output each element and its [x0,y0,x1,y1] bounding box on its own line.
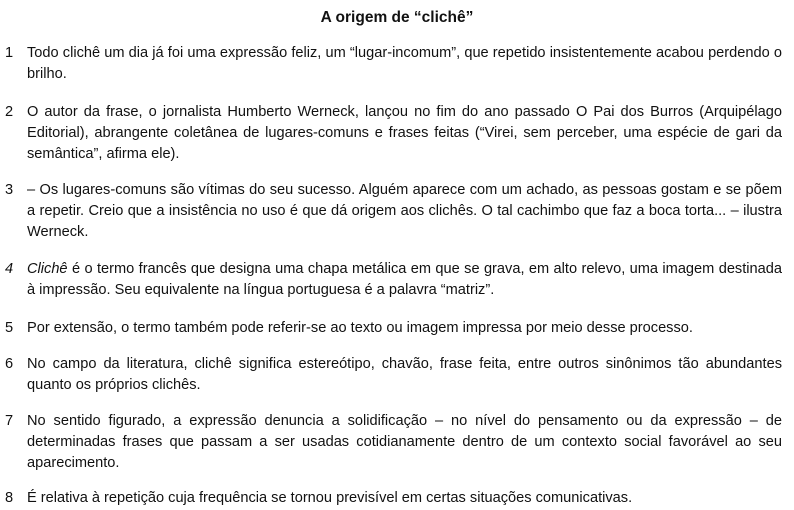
paragraph-text: Todo clichê um dia já foi uma expressão feliz, um “lugar-incomum”, que repetido insistentemente acabou perdendo o brilho. [27,45,782,82]
paragraph-2 [0,102,782,165]
document-title: A origem de “clichê” [320,9,474,26]
paragraph-text: O autor da frase, o jornalista Humberto Werneck, lançou no fim do ano passado O Pai dos Burros (Arquipélago Editorial), abrangente coletânea de lugares-comuns e frases feitas (“Virei, sem perceber, uma espécie de gari da semântica”, afirma ele). [27,104,782,162]
paragraph-number: 6 [5,356,14,372]
paragraph-text: É relativa à repetição cuja frequência se tornou previsível em certas situações comunicativas. [27,490,633,506]
paragraph-number: 7 [5,413,14,429]
paragraph-text: No sentido figurado, a expressão denuncia a solidificação – no nível do pensamento ou da expressão – de determinadas frases que passam a ser usadas cotidianamente dentro de um contexto social favorável ao seu aparecimento. [27,413,782,471]
paragraph-text-rest: é o termo francês que designa uma chapa metálica em que se grava, em alto relevo, uma imagem destinada à impressão. Seu equivalente na língua portuguesa é a palavra “matriz”. [27,261,782,298]
paragraph-number: 3 [5,182,14,198]
paragraph-text: – Os lugares-comuns são vítimas do seu sucesso. Alguém aparece com um achado, as pessoas gostam e se põem a repetir. Creio que a insistência no uso é que dá origem aos clichês. O tal cachimbo que faz a boca torta... – ilustra Werneck. [27,182,782,240]
paragraph-4 [0,259,782,301]
paragraph-number: 4 [5,261,14,277]
paragraph-8 [0,488,782,509]
paragraph-6 [0,354,782,396]
paragraph-1 [0,43,782,85]
paragraph-text: No campo da literatura, clichê significa estereótipo, chavão, frase feita, entre outros sinônimos tão abundantes quanto os próprios clichês. [27,356,782,393]
paragraph-text [27,259,782,301]
paragraph-number: 5 [5,320,14,336]
paragraph-number: 1 [5,45,14,61]
emphasized-term: Clichê [27,261,68,277]
paragraph-number: 8 [5,490,14,506]
paragraph-7 [0,411,782,474]
paragraph-5 [0,318,782,339]
paragraph-number: 2 [5,104,14,120]
paragraph-3 [0,180,782,243]
paragraph-text: Por extensão, o termo também pode referir-se ao texto ou imagem impressa por meio desse processo. [27,320,693,336]
